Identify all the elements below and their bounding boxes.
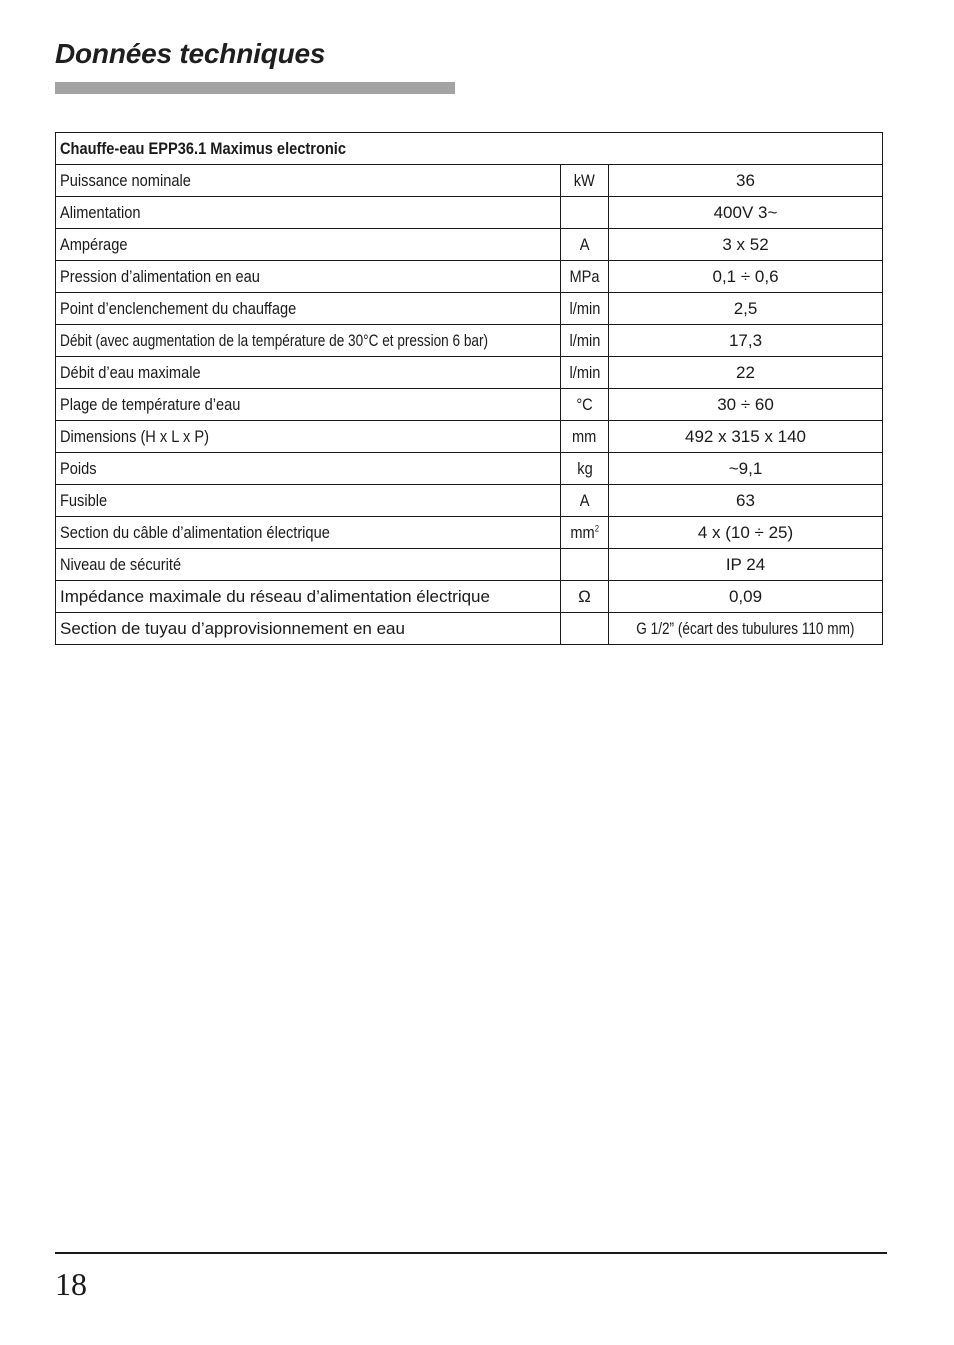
row-unit: Ω (561, 581, 609, 613)
row-value: 63 (609, 485, 883, 517)
title-underline-bar (55, 82, 455, 94)
table-row (56, 261, 883, 293)
table-row (56, 485, 883, 517)
row-value: G 1/2” (écart des tubulures 110 mm) (609, 613, 883, 645)
row-unit: A (561, 485, 609, 517)
row-value: 17,3 (609, 325, 883, 357)
row-value: 0,1 ÷ 0,6 (609, 261, 883, 293)
row-unit: MPa (561, 261, 609, 293)
row-unit: l/min (561, 293, 609, 325)
row-label: Alimentation (56, 197, 561, 229)
row-value: 36 (609, 165, 883, 197)
row-label: Fusible (56, 485, 561, 517)
row-unit: $mm^2$ (561, 517, 609, 549)
row-value: 3 x 52 (609, 229, 883, 261)
table-row (56, 549, 883, 581)
row-value: IP 24 (609, 549, 883, 581)
row-label: Ampérage (56, 229, 561, 261)
table-row (56, 453, 883, 485)
table-row (56, 229, 883, 261)
row-label: Puissance nominale (56, 165, 561, 197)
row-label: Niveau de sécurité (56, 549, 561, 581)
table-row (56, 581, 883, 613)
row-label: Pression d’alimentation en eau (56, 261, 561, 293)
table-row (56, 613, 883, 645)
page-title: Données techniques (55, 38, 326, 69)
row-unit: kW (561, 165, 609, 197)
row-unit: °C (561, 389, 609, 421)
row-value: ~9,1 (609, 453, 883, 485)
row-unit (561, 613, 609, 645)
table-row (56, 421, 883, 453)
row-value: 30 ÷ 60 (609, 389, 883, 421)
row-unit (561, 549, 609, 581)
unit-superscript: 2 (594, 523, 599, 534)
table-row (56, 165, 883, 197)
page-number: 18 (55, 1266, 87, 1302)
row-value: 4 x (10 ÷ 25) (609, 517, 883, 549)
row-unit: mm (561, 421, 609, 453)
row-label: Plage de température d’eau (56, 389, 561, 421)
row-value: 400V 3~ (609, 197, 883, 229)
row-label: Débit (avec augmentation de la température de 30°C et pression 6 bar) (56, 325, 561, 357)
row-label: Dimensions (H x L x P) (56, 421, 561, 453)
table-row (56, 357, 883, 389)
row-unit: A (561, 229, 609, 261)
row-label: Impédance maximale du réseau d’alimentation électrique (56, 581, 561, 613)
row-unit: l/min (561, 325, 609, 357)
row-label: Section du câble d’alimentation électrique (56, 517, 561, 549)
table-header-row (56, 133, 883, 165)
row-label: Section de tuyau d’approvisionnement en eau (56, 613, 561, 645)
row-value: 492 x 315 x 140 (609, 421, 883, 453)
row-unit (561, 197, 609, 229)
table-row (56, 293, 883, 325)
row-label: Débit d’eau maximale (56, 357, 561, 389)
row-value: 0,09 (609, 581, 883, 613)
technical-data-table (55, 132, 883, 645)
row-unit: kg (561, 453, 609, 485)
table-row (56, 389, 883, 421)
table-row (56, 517, 883, 549)
footer-rule (55, 1252, 887, 1254)
row-value: 2,5 (609, 293, 883, 325)
table-row (56, 197, 883, 229)
table-header: Chauffe-eau EPP36.1 Maximus electronic (56, 133, 883, 165)
row-value: 22 (609, 357, 883, 389)
row-unit: l/min (561, 357, 609, 389)
table-row (56, 325, 883, 357)
row-label: Poids (56, 453, 561, 485)
row-label: Point d’enclenchement du chauffage (56, 293, 561, 325)
